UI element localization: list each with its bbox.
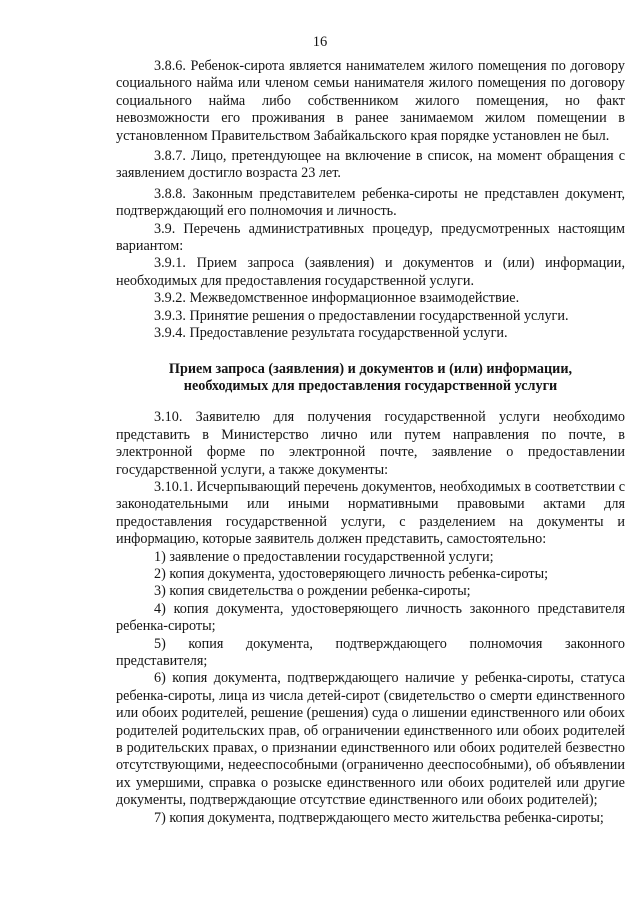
paragraph-3-9-4: 3.9.4. Предоставление результата государственной услуги. xyxy=(154,325,508,342)
section-heading-line-2: необходимых для предоставления государственной услуги xyxy=(183,377,558,394)
paragraph-3-9-1: 3.9.1. Прием запроса (заявления) и документов и (или) информации, необходимых для предоставления государственной услуги. xyxy=(116,255,625,289)
paragraph-3-9-2: 3.9.2. Межведомственное информационное взаимодействие. xyxy=(154,290,520,307)
section-heading xyxy=(116,361,625,396)
list-item-2: 2) копия документа, удостоверяющего личность ребенка-сироты; xyxy=(154,565,549,582)
list-item-7: 7) копия документа, подтверждающего место жительства ребенка-сироты; xyxy=(154,809,604,826)
paragraph-3-8-8: 3.8.8. Законным представителем ребенка-сироты не представлен документ, подтверждающий его полномочия и личность. xyxy=(116,185,625,220)
paragraph-3-9: 3.9. Перечень административных процедур, предусмотренных настоящим вариантом: xyxy=(116,220,625,255)
document-body xyxy=(116,58,625,827)
section-heading-line-1: Прием запроса (заявления) и документов и (или) информации, xyxy=(168,360,573,377)
page-number: 16 xyxy=(312,34,328,50)
paragraph-3-10-1: 3.10.1. Исчерпывающий перечень документов, необходимых в соответствии с законодательными или иными нормативными правовыми актами для предоставления государственной услуги, с разделением на документы и информацию, которые заявитель должен представить, самостоятельно: xyxy=(116,478,625,548)
list-item-6: 6) копия документа, подтверждающего наличие у ребенка-сироты, статуса ребенка-сироты, лица из числа детей-сирот (свидетельство о смерти единственного или обоих родителей, решение (решения) суда о лишении единственного или обоих родителей родительских прав, об ограничении единственного или обоих родителей в родительских правах, о признании единственного или обоих родителей безвестно отсутствующими, недееспособными (ограниченно дееспособными), об объявлении их умершими, справка о розыске единственного или обоих родителей или другие документы, подтверждающие отсутствие единственного или обоих родителей); xyxy=(116,670,625,809)
list-item-1: 1) заявление о предоставлении государственной услуги; xyxy=(154,548,494,565)
paragraph-3-8-6: 3.8.6. Ребенок-сирота является нанимателем жилого помещения по договору социального найма или членом семьи нанимателя жилого помещения по договору социального найма либо собственником жилого помещения, но факт невозможности его проживания в ранее занимаемом жилом помещении в установленном Правительством Забайкальского края порядке установлен не был. xyxy=(116,58,625,144)
list-item-3: 3) копия свидетельства о рождении ребенка-сироты; xyxy=(154,583,471,600)
paragraph-3-9-3: 3.9.3. Принятие решения о предоставлении государственной услуги. xyxy=(154,307,569,324)
paragraph-3-8-7: 3.8.7. Лицо, претендующее на включение в список, на момент обращения с заявлением достигло возраста 23 лет. xyxy=(116,148,625,182)
list-item-4: 4) копия документа, удостоверяющего личность законного представителя ребенка-сироты; xyxy=(116,600,625,635)
paragraph-3-10: 3.10. Заявителю для получения государственной услуги необходимо представить в Министерство лично или путем направления по почте, в электронной форме по электронной почте, заявление о предоставлении государственной услуги, а также документы: xyxy=(116,409,625,478)
list-item-5: 5) копия документа, подтверждающего полномочия законного представителя; xyxy=(116,635,625,669)
